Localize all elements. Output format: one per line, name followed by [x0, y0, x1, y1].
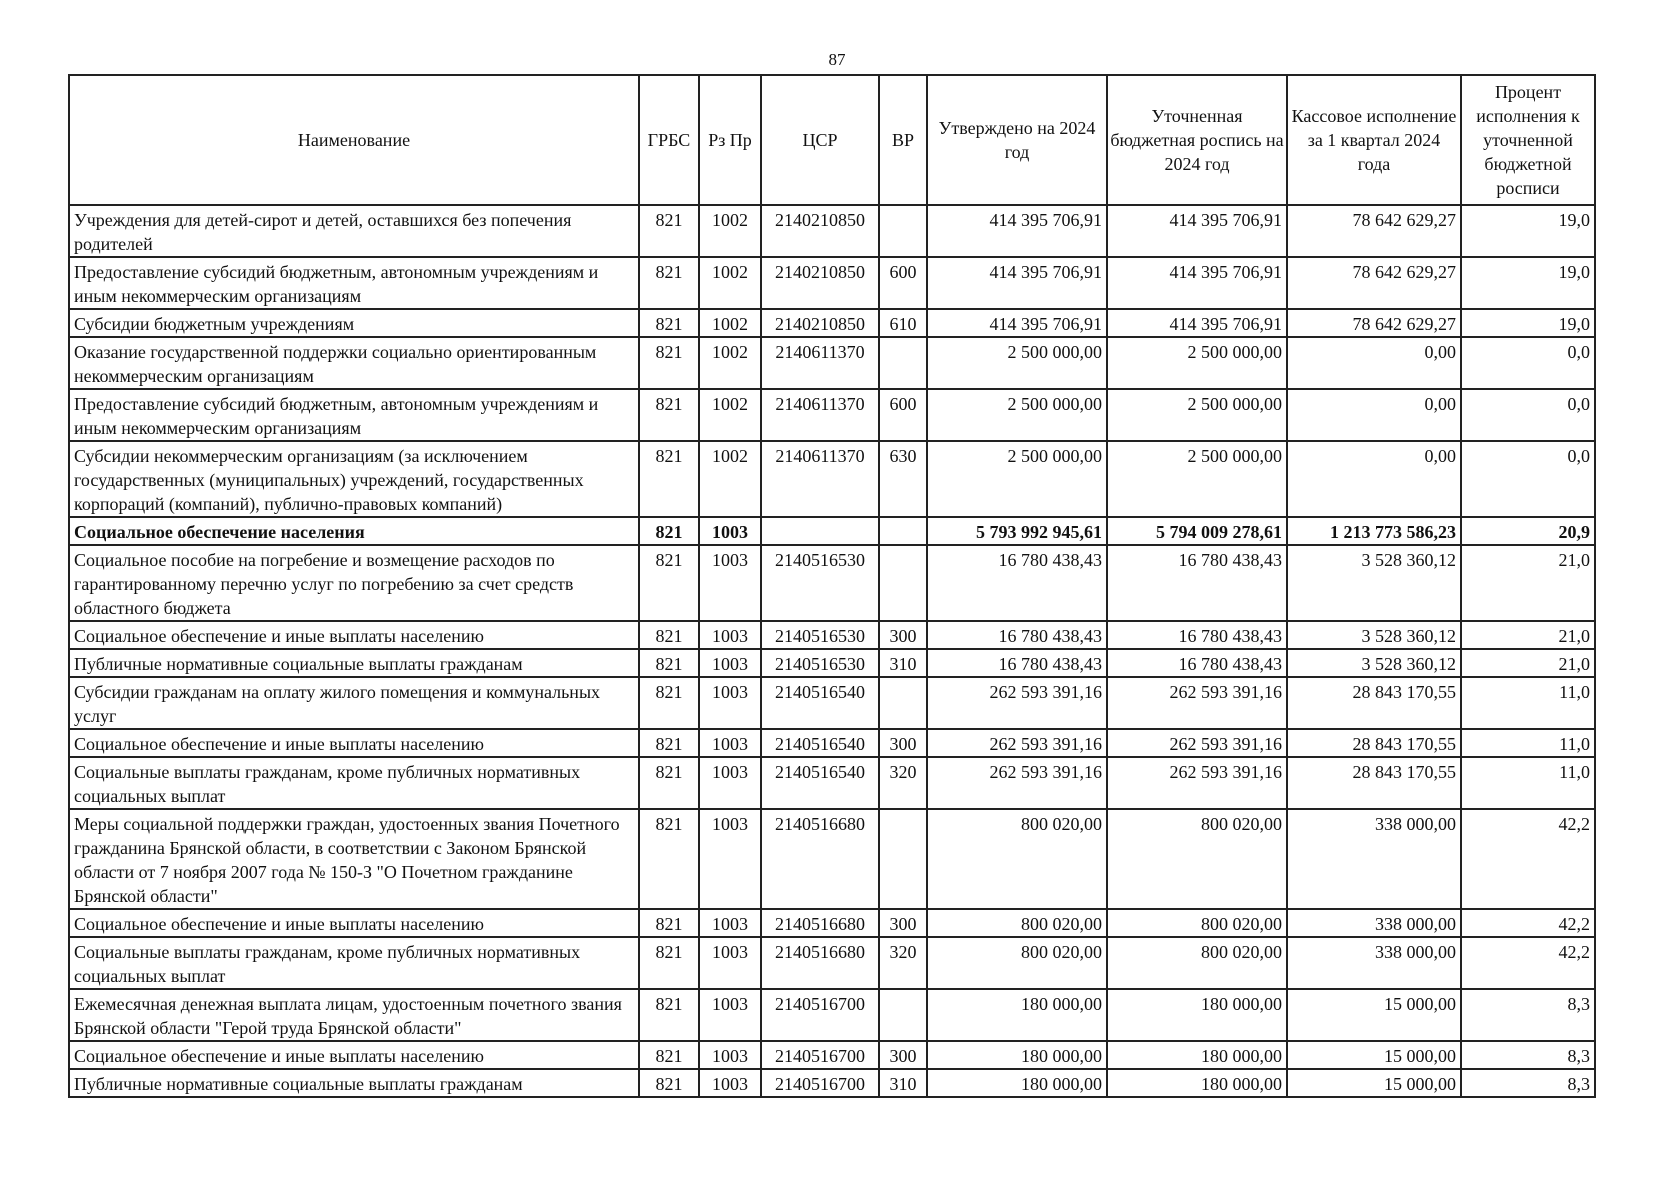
cell-rzpr: 1003: [699, 677, 761, 729]
cell-vr: 320: [879, 937, 927, 989]
cell-csr: 2140210850: [761, 205, 879, 257]
cell-approved: 414 395 706,91: [927, 205, 1107, 257]
cell-refined: 2 500 000,00: [1107, 389, 1287, 441]
cell-rzpr: 1003: [699, 729, 761, 757]
cell-refined: 16 780 438,43: [1107, 649, 1287, 677]
cell-grbs: 821: [639, 757, 699, 809]
cell-percent: 0,0: [1461, 337, 1595, 389]
cell-csr: 2140516680: [761, 909, 879, 937]
cell-rzpr: 1003: [699, 517, 761, 545]
cell-grbs: 821: [639, 1041, 699, 1069]
cell-cash: 3 528 360,12: [1287, 621, 1461, 649]
cell-cash: 15 000,00: [1287, 1041, 1461, 1069]
cell-refined: 414 395 706,91: [1107, 257, 1287, 309]
cell-cash: 28 843 170,55: [1287, 729, 1461, 757]
cell-vr: [879, 809, 927, 909]
table-row: [69, 677, 1595, 729]
cell-refined: 2 500 000,00: [1107, 337, 1287, 389]
cell-cash: 28 843 170,55: [1287, 757, 1461, 809]
cell-refined: 180 000,00: [1107, 1041, 1287, 1069]
table-row: [69, 729, 1595, 757]
header-refined: Уточненная бюджетная роспись на 2024 год: [1107, 75, 1287, 205]
cell-refined: 262 593 391,16: [1107, 757, 1287, 809]
cell-vr: [879, 989, 927, 1041]
table-row: [69, 517, 1595, 545]
cell-vr: [879, 677, 927, 729]
cell-approved: 414 395 706,91: [927, 309, 1107, 337]
cell-percent: 8,3: [1461, 989, 1595, 1041]
cell-name: Социальное обеспечение и иные выплаты населению: [69, 909, 639, 937]
cell-vr: [879, 517, 927, 545]
cell-grbs: 821: [639, 545, 699, 621]
cell-grbs: 821: [639, 621, 699, 649]
table-row: [69, 205, 1595, 257]
cell-rzpr: 1003: [699, 1041, 761, 1069]
cell-csr: 2140516530: [761, 545, 879, 621]
cell-cash: 15 000,00: [1287, 989, 1461, 1041]
cell-name: Учреждения для детей-сирот и детей, оставшихся без попечения родителей: [69, 205, 639, 257]
cell-grbs: 821: [639, 649, 699, 677]
cell-approved: 180 000,00: [927, 989, 1107, 1041]
cell-rzpr: 1002: [699, 257, 761, 309]
cell-percent: 19,0: [1461, 205, 1595, 257]
cell-refined: 262 593 391,16: [1107, 729, 1287, 757]
cell-percent: 21,0: [1461, 545, 1595, 621]
cell-cash: 0,00: [1287, 389, 1461, 441]
header-cash: Кассовое исполнение за 1 квартал 2024 года: [1287, 75, 1461, 205]
cell-vr: 310: [879, 649, 927, 677]
cell-cash: 3 528 360,12: [1287, 545, 1461, 621]
cell-rzpr: 1003: [699, 937, 761, 989]
cell-name: Предоставление субсидий бюджетным, автономным учреждениям и иным некоммерческим организациям: [69, 389, 639, 441]
table-row: [69, 1041, 1595, 1069]
cell-name: Социальное обеспечение и иные выплаты населению: [69, 729, 639, 757]
cell-refined: 800 020,00: [1107, 937, 1287, 989]
header-percent: Процент исполнения к уточненной бюджетной росписи: [1461, 75, 1595, 205]
cell-percent: 42,2: [1461, 809, 1595, 909]
cell-percent: 20,9: [1461, 517, 1595, 545]
table-row: [69, 621, 1595, 649]
cell-grbs: 821: [639, 309, 699, 337]
cell-vr: 300: [879, 1041, 927, 1069]
cell-grbs: 821: [639, 337, 699, 389]
cell-csr: 2140516700: [761, 1041, 879, 1069]
cell-rzpr: 1003: [699, 621, 761, 649]
cell-approved: 16 780 438,43: [927, 545, 1107, 621]
cell-refined: 414 395 706,91: [1107, 205, 1287, 257]
table-row: [69, 909, 1595, 937]
cell-cash: 338 000,00: [1287, 937, 1461, 989]
cell-cash: 78 642 629,27: [1287, 205, 1461, 257]
cell-csr: 2140516530: [761, 649, 879, 677]
cell-grbs: 821: [639, 205, 699, 257]
cell-percent: 19,0: [1461, 309, 1595, 337]
cell-cash: 0,00: [1287, 337, 1461, 389]
cell-rzpr: 1003: [699, 989, 761, 1041]
cell-approved: 5 793 992 945,61: [927, 517, 1107, 545]
cell-name: Публичные нормативные социальные выплаты гражданам: [69, 649, 639, 677]
cell-cash: 78 642 629,27: [1287, 257, 1461, 309]
budget-table: [68, 74, 1596, 1098]
cell-refined: 800 020,00: [1107, 809, 1287, 909]
header-approved: Утверждено на 2024 год: [927, 75, 1107, 205]
cell-percent: 8,3: [1461, 1041, 1595, 1069]
table-row: [69, 1069, 1595, 1097]
cell-grbs: 821: [639, 441, 699, 517]
cell-rzpr: 1002: [699, 441, 761, 517]
cell-refined: 16 780 438,43: [1107, 545, 1287, 621]
cell-rzpr: 1003: [699, 1069, 761, 1097]
cell-approved: 2 500 000,00: [927, 337, 1107, 389]
cell-name: Социальное пособие на погребение и возмещение расходов по гарантированному перечню услуг по погребению за счет средств областного бюджета: [69, 545, 639, 621]
cell-vr: 310: [879, 1069, 927, 1097]
header-name: Наименование: [69, 75, 639, 205]
cell-csr: 2140516540: [761, 757, 879, 809]
cell-name: Оказание государственной поддержки социально ориентированным некоммерческим организациям: [69, 337, 639, 389]
table-row: [69, 937, 1595, 989]
cell-csr: 2140516540: [761, 729, 879, 757]
cell-name: Социальное обеспечение и иные выплаты населению: [69, 1041, 639, 1069]
cell-vr: 300: [879, 909, 927, 937]
table-row: [69, 337, 1595, 389]
cell-rzpr: 1002: [699, 205, 761, 257]
table-row: [69, 441, 1595, 517]
cell-cash: 0,00: [1287, 441, 1461, 517]
table-row: [69, 809, 1595, 909]
cell-approved: 2 500 000,00: [927, 441, 1107, 517]
cell-refined: 414 395 706,91: [1107, 309, 1287, 337]
cell-refined: 800 020,00: [1107, 909, 1287, 937]
cell-refined: 180 000,00: [1107, 1069, 1287, 1097]
cell-approved: 16 780 438,43: [927, 649, 1107, 677]
cell-name: Социальные выплаты гражданам, кроме публичных нормативных социальных выплат: [69, 757, 639, 809]
cell-refined: 262 593 391,16: [1107, 677, 1287, 729]
cell-rzpr: 1002: [699, 389, 761, 441]
cell-cash: 338 000,00: [1287, 809, 1461, 909]
cell-percent: 11,0: [1461, 677, 1595, 729]
cell-grbs: 821: [639, 809, 699, 909]
cell-vr: 600: [879, 257, 927, 309]
cell-refined: 2 500 000,00: [1107, 441, 1287, 517]
cell-csr: 2140516700: [761, 1069, 879, 1097]
table-header-row: [69, 75, 1595, 205]
cell-csr: [761, 517, 879, 545]
cell-percent: 11,0: [1461, 757, 1595, 809]
cell-vr: 320: [879, 757, 927, 809]
cell-grbs: 821: [639, 257, 699, 309]
cell-csr: 2140516540: [761, 677, 879, 729]
cell-vr: [879, 337, 927, 389]
cell-approved: 180 000,00: [927, 1069, 1107, 1097]
cell-approved: 414 395 706,91: [927, 257, 1107, 309]
cell-vr: 300: [879, 729, 927, 757]
cell-approved: 800 020,00: [927, 809, 1107, 909]
cell-csr: 2140516680: [761, 809, 879, 909]
cell-approved: 262 593 391,16: [927, 757, 1107, 809]
cell-approved: 800 020,00: [927, 937, 1107, 989]
cell-cash: 338 000,00: [1287, 909, 1461, 937]
cell-cash: 3 528 360,12: [1287, 649, 1461, 677]
cell-csr: 2140210850: [761, 257, 879, 309]
cell-name: Социальное обеспечение и иные выплаты населению: [69, 621, 639, 649]
cell-percent: 11,0: [1461, 729, 1595, 757]
cell-approved: 262 593 391,16: [927, 677, 1107, 729]
cell-grbs: 821: [639, 389, 699, 441]
header-rzpr: Рз Пр: [699, 75, 761, 205]
cell-approved: 262 593 391,16: [927, 729, 1107, 757]
cell-vr: 300: [879, 621, 927, 649]
cell-vr: 610: [879, 309, 927, 337]
page-number: 87: [828, 50, 846, 69]
table-row: [69, 989, 1595, 1041]
cell-percent: 42,2: [1461, 909, 1595, 937]
cell-vr: 600: [879, 389, 927, 441]
cell-vr: [879, 545, 927, 621]
cell-rzpr: 1003: [699, 809, 761, 909]
table-row: [69, 649, 1595, 677]
cell-percent: 8,3: [1461, 1069, 1595, 1097]
cell-name: Субсидии некоммерческим организациям (за исключением государственных (муниципальных) учреждений, государственных корпораций (компаний), публично-правовых компаний): [69, 441, 639, 517]
cell-csr: 2140611370: [761, 337, 879, 389]
cell-refined: 5 794 009 278,61: [1107, 517, 1287, 545]
cell-name: Субсидии гражданам на оплату жилого помещения и коммунальных услуг: [69, 677, 639, 729]
cell-rzpr: 1003: [699, 545, 761, 621]
cell-name: Предоставление субсидий бюджетным, автономным учреждениям и иным некоммерческим организациям: [69, 257, 639, 309]
cell-grbs: 821: [639, 989, 699, 1041]
table-row: [69, 545, 1595, 621]
cell-percent: 42,2: [1461, 937, 1595, 989]
cell-vr: 630: [879, 441, 927, 517]
cell-name: Субсидии бюджетным учреждениям: [69, 309, 639, 337]
cell-name: Меры социальной поддержки граждан, удостоенных звания Почетного гражданина Брянской области, в соответствии с Законом Брянской области от 7 ноября 2007 года № 150-З "О Почетном гражданине Брянской области": [69, 809, 639, 909]
cell-approved: 2 500 000,00: [927, 389, 1107, 441]
cell-approved: 180 000,00: [927, 1041, 1107, 1069]
cell-rzpr: 1003: [699, 649, 761, 677]
cell-name: Публичные нормативные социальные выплаты гражданам: [69, 1069, 639, 1097]
cell-rzpr: 1002: [699, 337, 761, 389]
cell-rzpr: 1003: [699, 757, 761, 809]
cell-grbs: 821: [639, 937, 699, 989]
header-vr: ВР: [879, 75, 927, 205]
cell-cash: 15 000,00: [1287, 1069, 1461, 1097]
cell-name: Социальное обеспечение населения: [69, 517, 639, 545]
table-row: [69, 389, 1595, 441]
cell-cash: 28 843 170,55: [1287, 677, 1461, 729]
cell-name: Социальные выплаты гражданам, кроме публичных нормативных социальных выплат: [69, 937, 639, 989]
cell-refined: 16 780 438,43: [1107, 621, 1287, 649]
cell-csr: 2140210850: [761, 309, 879, 337]
cell-percent: 21,0: [1461, 649, 1595, 677]
cell-approved: 16 780 438,43: [927, 621, 1107, 649]
cell-grbs: 821: [639, 677, 699, 729]
header-csr: ЦСР: [761, 75, 879, 205]
cell-grbs: 821: [639, 517, 699, 545]
cell-rzpr: 1003: [699, 909, 761, 937]
cell-rzpr: 1002: [699, 309, 761, 337]
cell-csr: 2140611370: [761, 389, 879, 441]
cell-percent: 19,0: [1461, 257, 1595, 309]
cell-grbs: 821: [639, 729, 699, 757]
cell-csr: 2140611370: [761, 441, 879, 517]
cell-csr: 2140516530: [761, 621, 879, 649]
header-grbs: ГРБС: [639, 75, 699, 205]
cell-cash: 1 213 773 586,23: [1287, 517, 1461, 545]
cell-grbs: 821: [639, 909, 699, 937]
table-row: [69, 257, 1595, 309]
cell-csr: 2140516680: [761, 937, 879, 989]
table-row: [69, 757, 1595, 809]
cell-cash: 78 642 629,27: [1287, 309, 1461, 337]
cell-refined: 180 000,00: [1107, 989, 1287, 1041]
cell-approved: 800 020,00: [927, 909, 1107, 937]
cell-csr: 2140516700: [761, 989, 879, 1041]
cell-name: Ежемесячная денежная выплата лицам, удостоенным почетного звания Брянской области "Герой труда Брянской области": [69, 989, 639, 1041]
table-row: [69, 309, 1595, 337]
cell-grbs: 821: [639, 1069, 699, 1097]
cell-percent: 0,0: [1461, 389, 1595, 441]
cell-percent: 0,0: [1461, 441, 1595, 517]
cell-vr: [879, 205, 927, 257]
cell-percent: 21,0: [1461, 621, 1595, 649]
